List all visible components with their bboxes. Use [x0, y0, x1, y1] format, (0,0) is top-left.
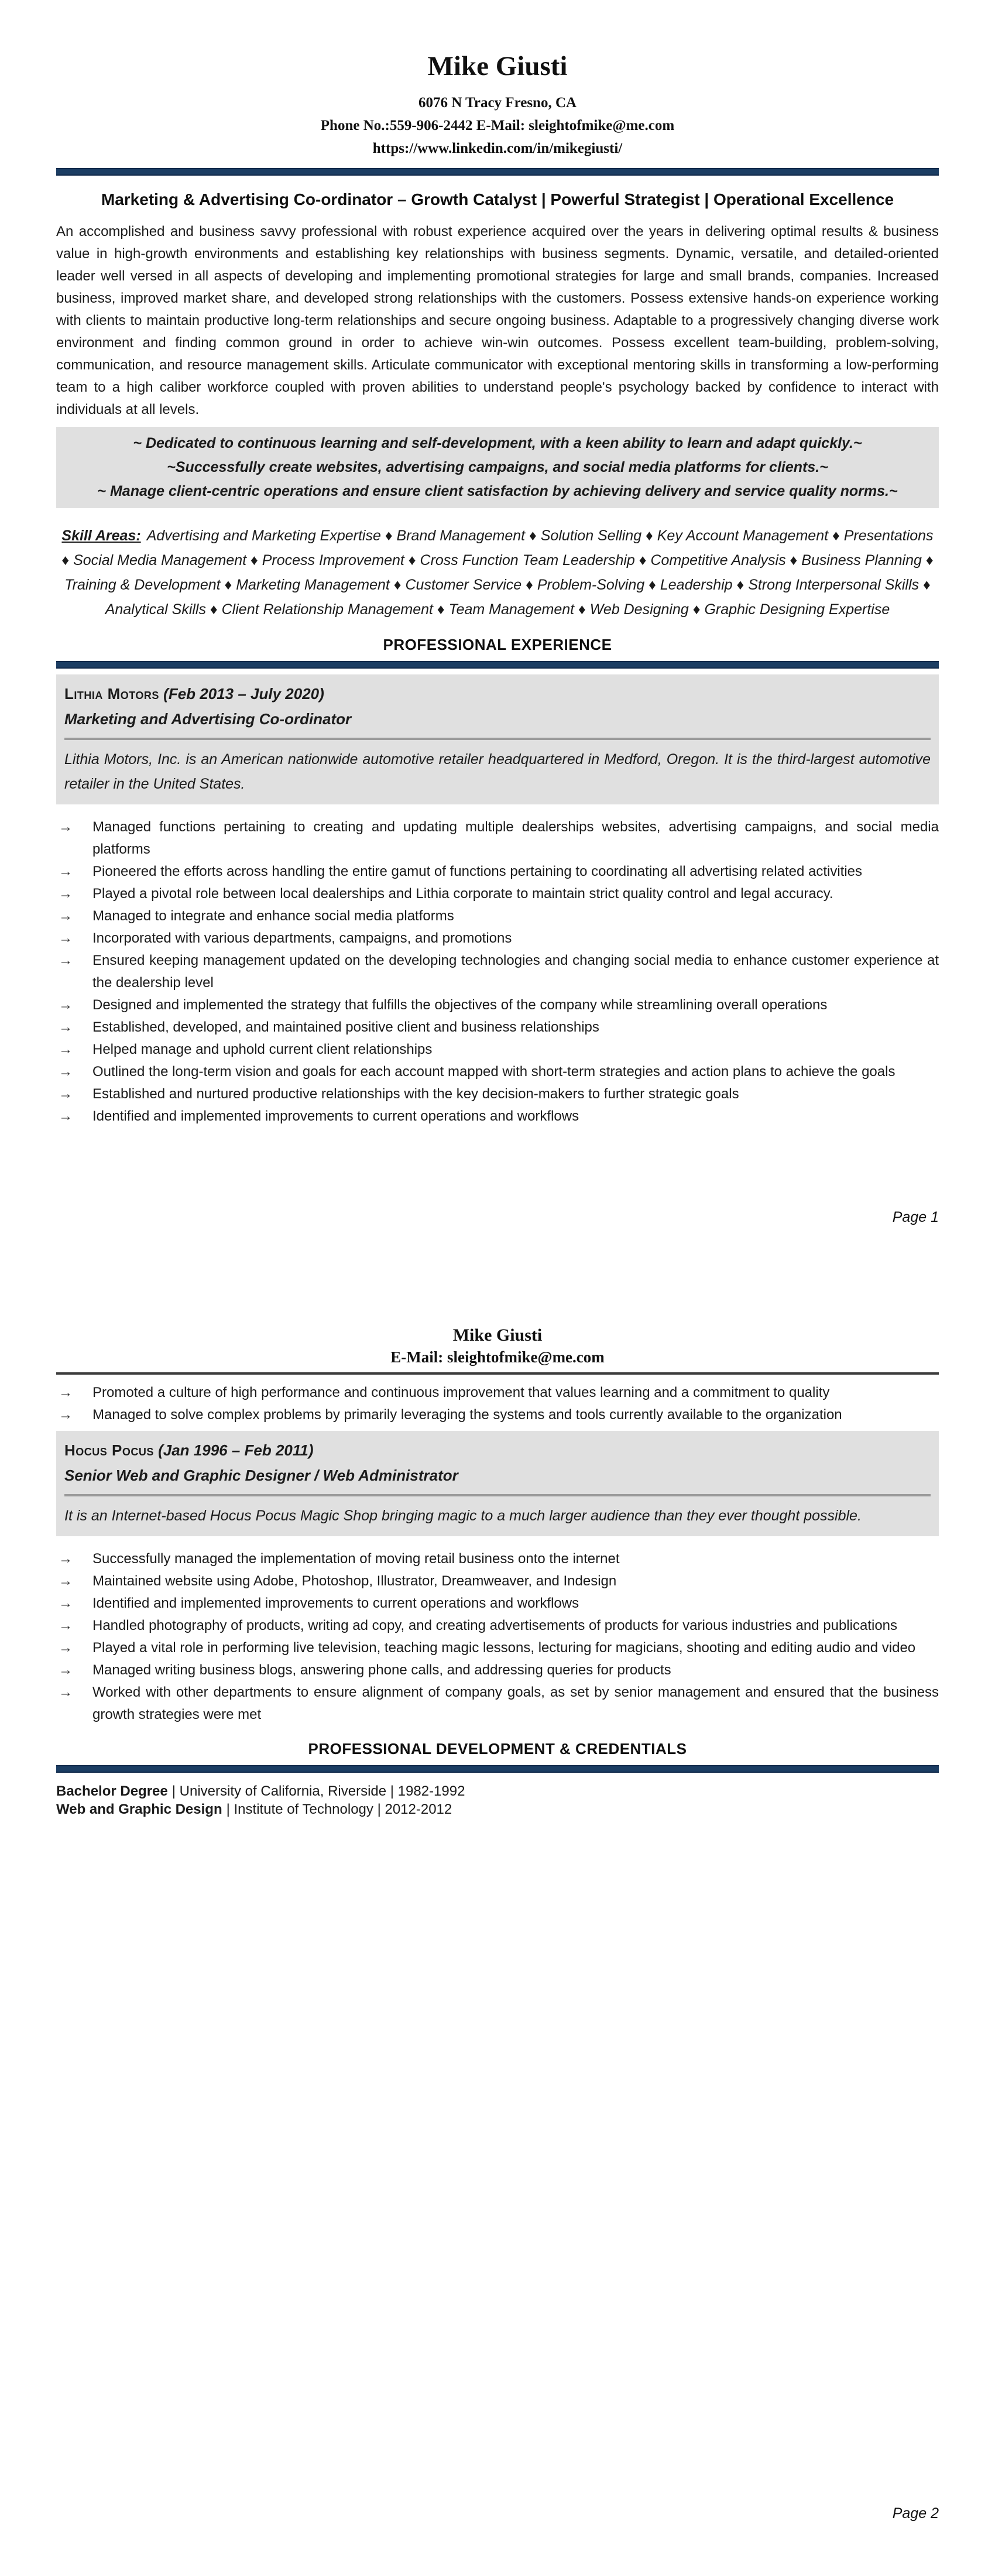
company-description: It is an Internet-based Hocus Pocus Magic Shop bringing magic to a much larger audience than they ever thought possible. — [64, 1508, 862, 1524]
credential-details: | Institute of Technology | 2012-2012 — [226, 1801, 452, 1817]
job-company-line — [64, 681, 931, 706]
bullet-item — [56, 1659, 939, 1681]
arrow-bullet-icon: → — [59, 1108, 73, 1124]
arrow-bullet-icon: → — [59, 1407, 73, 1423]
skills-paragraph — [56, 523, 939, 622]
job-title: Marketing and Advertising Co-ordinator — [64, 710, 352, 728]
page-number-marker: Page 1 — [892, 1209, 939, 1225]
arrow-bullet-icon: → — [59, 1618, 73, 1633]
bullet-item — [56, 816, 939, 861]
arrow-bullet-icon: → — [59, 997, 73, 1013]
bullet-text: Incorporated with various departments, campaigns, and promotions — [92, 930, 512, 946]
bullet-text: Maintained website using Adobe, Photoshop, Illustrator, Dreamweaver, and Indesign — [92, 1573, 617, 1589]
bullet-item — [56, 883, 939, 905]
bullet-text: Managed writing business blogs, answering phone calls, and addressing queries for products — [92, 1662, 671, 1678]
bullet-item — [56, 1404, 939, 1426]
bullet-item — [56, 1382, 939, 1404]
arrow-bullet-icon: → — [59, 1385, 73, 1400]
email-line-page2: E-Mail: sleightofmike@me.com — [390, 1348, 605, 1366]
bullet-text: Managed to solve complex problems by primarily leveraging the systems and tools currently available to the organization — [92, 1407, 842, 1423]
skill-areas-label: Skill Areas: — [61, 527, 141, 544]
bullet-item — [56, 1681, 939, 1726]
credentials-section-rule — [56, 1765, 939, 1773]
arrow-bullet-icon: → — [59, 930, 73, 946]
credential-item — [56, 1782, 939, 1800]
bullet-item — [56, 1637, 939, 1659]
arrow-bullet-icon: → — [59, 1064, 73, 1080]
credential-item — [56, 1800, 939, 1818]
job-bullet-list — [56, 1548, 939, 1726]
job-company-line — [64, 1438, 931, 1462]
company-description: Lithia Motors, Inc. is an American nationwide automotive retailer headquartered in Medford, Oregon. It is the third-largest automotive retailer in the United States. — [64, 751, 931, 792]
company-name: Hocus Pocus — [64, 1441, 154, 1459]
employment-dates: (Feb 2013 – July 2020) — [163, 685, 324, 703]
page-number-marker: Page 2 — [892, 2505, 939, 2522]
bullet-text: Identified and implemented improvements to current operations and workflows — [92, 1595, 579, 1611]
bullet-item — [56, 1016, 939, 1039]
highlight-item: ~ Dedicated to continuous learning and self-development, with a keen ability to learn and adapt quickly.~ — [133, 435, 862, 451]
bullet-text: Played a vital role in performing live television, teaching magic lessons, lecturing for magicians, shooting and editing audio and video — [92, 1640, 916, 1656]
credential-program: Bachelor Degree — [56, 1783, 168, 1799]
bullet-item — [56, 861, 939, 883]
employment-dates: (Jan 1996 – Feb 2011) — [158, 1441, 314, 1459]
arrow-bullet-icon: → — [59, 1595, 73, 1611]
bullet-item — [56, 1592, 939, 1615]
arrow-bullet-icon: → — [59, 864, 73, 879]
bullet-item — [56, 905, 939, 927]
arrow-bullet-icon: → — [59, 886, 73, 902]
carryover-bullet-list — [56, 1382, 939, 1426]
bullet-text: Designed and implemented the strategy that fulfills the objectives of the company while streamlining overall operations — [92, 997, 828, 1013]
bullet-text: Managed functions pertaining to creating and updating multiple dealerships websites, advertising campaigns, and social media platforms — [92, 819, 939, 857]
credential-program: Web and Graphic Design — [56, 1801, 222, 1817]
candidate-name: Mike Giusti — [427, 51, 568, 81]
job-title: Senior Web and Graphic Designer / Web Administrator — [64, 1467, 458, 1484]
candidate-name-page2: Mike Giusti — [452, 1325, 543, 1345]
job-bullet-list — [56, 816, 939, 1128]
arrow-bullet-icon: → — [59, 1551, 73, 1567]
bullet-text: Promoted a culture of high performance and continuous improvement that values learning and a commitment to quality — [92, 1385, 830, 1400]
page2-header-rule — [56, 1372, 939, 1375]
bullet-item — [56, 1039, 939, 1061]
arrow-bullet-icon: → — [59, 953, 73, 968]
section-heading-professional-experience: PROFESSIONAL EXPERIENCE — [383, 636, 612, 653]
bullet-text: Managed to integrate and enhance social media platforms — [92, 908, 454, 924]
skills-list-text: Advertising and Marketing Expertise ♦ Brand Management ♦ Solution Selling ♦ Key Account Management ♦ Presentations ♦ Social Media Management ♦ Process Improvement ♦ Cross Function Team Leadership ♦ Competitive Analysis ♦ Business Planning ♦ Training & Development ♦ Marketing Management ♦ Customer Service ♦ Problem-Solving ♦ Leadership ♦ Strong Interpersonal Skills ♦ Analytical Skills ♦ Client Relationship Management ♦ Team Management ♦ Web Designing ♦ Graphic Designing Expertise — [61, 527, 934, 618]
credential-details: | University of California, Riverside | 1982-1992 — [171, 1783, 465, 1799]
arrow-bullet-icon: → — [59, 1019, 73, 1035]
job-divider-rule — [64, 1494, 931, 1496]
highlights-box — [56, 427, 939, 508]
phone-email-line: Phone No.:559-906-2442 E-Mail: sleightofmike@me.com — [320, 118, 675, 133]
bullet-item — [56, 950, 939, 994]
arrow-bullet-icon: → — [59, 1684, 73, 1700]
bullet-text: Worked with other departments to ensure alignment of company goals, as set by senior management and ensured that the business growth strategies were met — [92, 1684, 939, 1722]
resume-headline: Marketing & Advertising Co-ordinator – Growth Catalyst | Powerful Strategist | Operational Excellence — [101, 190, 894, 208]
bullet-text: Established, developed, and maintained positive client and business relationships — [92, 1019, 599, 1035]
arrow-bullet-icon: → — [59, 1640, 73, 1656]
header-divider-rule — [56, 168, 939, 176]
bullet-item — [56, 1083, 939, 1105]
job-divider-rule — [64, 738, 931, 740]
contact-block — [56, 91, 939, 160]
company-name: Lithia Motors — [64, 685, 159, 703]
arrow-bullet-icon: → — [59, 1086, 73, 1102]
arrow-bullet-icon: → — [59, 1573, 73, 1589]
bullet-item — [56, 1615, 939, 1637]
bullet-item — [56, 927, 939, 950]
arrow-bullet-icon: → — [59, 1042, 73, 1057]
bullet-item — [56, 1548, 939, 1570]
credentials-list — [56, 1782, 939, 1818]
bullet-text: Played a pivotal role between local dealerships and Lithia corporate to maintain strict quality control and legal accuracy. — [92, 886, 833, 902]
bullet-text: Outlined the long-term vision and goals for each account mapped with short-term strategies and action plans to achieve the goals — [92, 1064, 896, 1080]
bullet-item — [56, 1570, 939, 1592]
bullet-text: Ensured keeping management updated on the developing technologies and changing social media to enhance customer experience at the dealership level — [92, 953, 939, 991]
highlight-item: ~ Manage client-centric operations and ensure client satisfaction by achieving delivery and service quality norms.~ — [97, 483, 898, 499]
arrow-bullet-icon: → — [59, 819, 73, 835]
job-header-hocus-pocus — [56, 1431, 939, 1536]
bullet-text: Established and nurtured productive relationships with the key decision-makers to further strategic goals — [92, 1086, 739, 1102]
section-heading-credentials: PROFESSIONAL DEVELOPMENT & CREDENTIALS — [308, 1740, 687, 1758]
arrow-bullet-icon: → — [59, 1662, 73, 1678]
resume-page-2 — [0, 1288, 995, 2576]
highlight-item: ~Successfully create websites, advertising campaigns, and social media platforms for clients.~ — [167, 459, 828, 475]
bullet-text: Identified and implemented improvements to current operations and workflows — [92, 1108, 579, 1124]
linkedin-url: https://www.linkedin.com/in/mikegiusti/ — [372, 141, 623, 156]
job-header-lithia-motors — [56, 674, 939, 804]
address-line: 6076 N Tracy Fresno, CA — [418, 95, 577, 111]
bullet-item — [56, 1061, 939, 1083]
bullet-text: Helped manage and uphold current client relationships — [92, 1042, 433, 1057]
experience-section-rule — [56, 661, 939, 669]
summary-paragraph: An accomplished and business savvy professional with robust experience acquired over the years in delivering optimal results & business value in high-growth environments and establishing key relationships with business segments. Dynamic, versatile, and detailed-oriented leader well versed in all aspects of developing and implementing promotional strategies for large and small brands, companies. Increased business, improved market share, and developed strong relationships with the customers. Possess extensive hands-on experience working with clients to maintain productive long-term relationships and secure ongoing business. Adaptable to a progressively changing diverse work environment and finding common ground in order to achieve win-win outcomes. Possess excellent team-building, problem-solving, communication, and resource management skills. Articulate communicator with exceptional mentoring skills in transforming a low-performing team to a high caliber workforce coupled with proven abilities to understand people's psychology backed by confidence to interact with individuals at all levels. — [56, 224, 939, 417]
bullet-text: Pioneered the efforts across handling the entire gamut of functions pertaining to coordinating all advertising related activities — [92, 864, 863, 879]
bullet-item — [56, 1105, 939, 1128]
bullet-text: Successfully managed the implementation of moving retail business onto the internet — [92, 1551, 620, 1567]
bullet-text: Handled photography of products, writing ad copy, and creating advertisements of products for various industries and publications — [92, 1618, 898, 1633]
bullet-item — [56, 994, 939, 1016]
arrow-bullet-icon: → — [59, 908, 73, 924]
